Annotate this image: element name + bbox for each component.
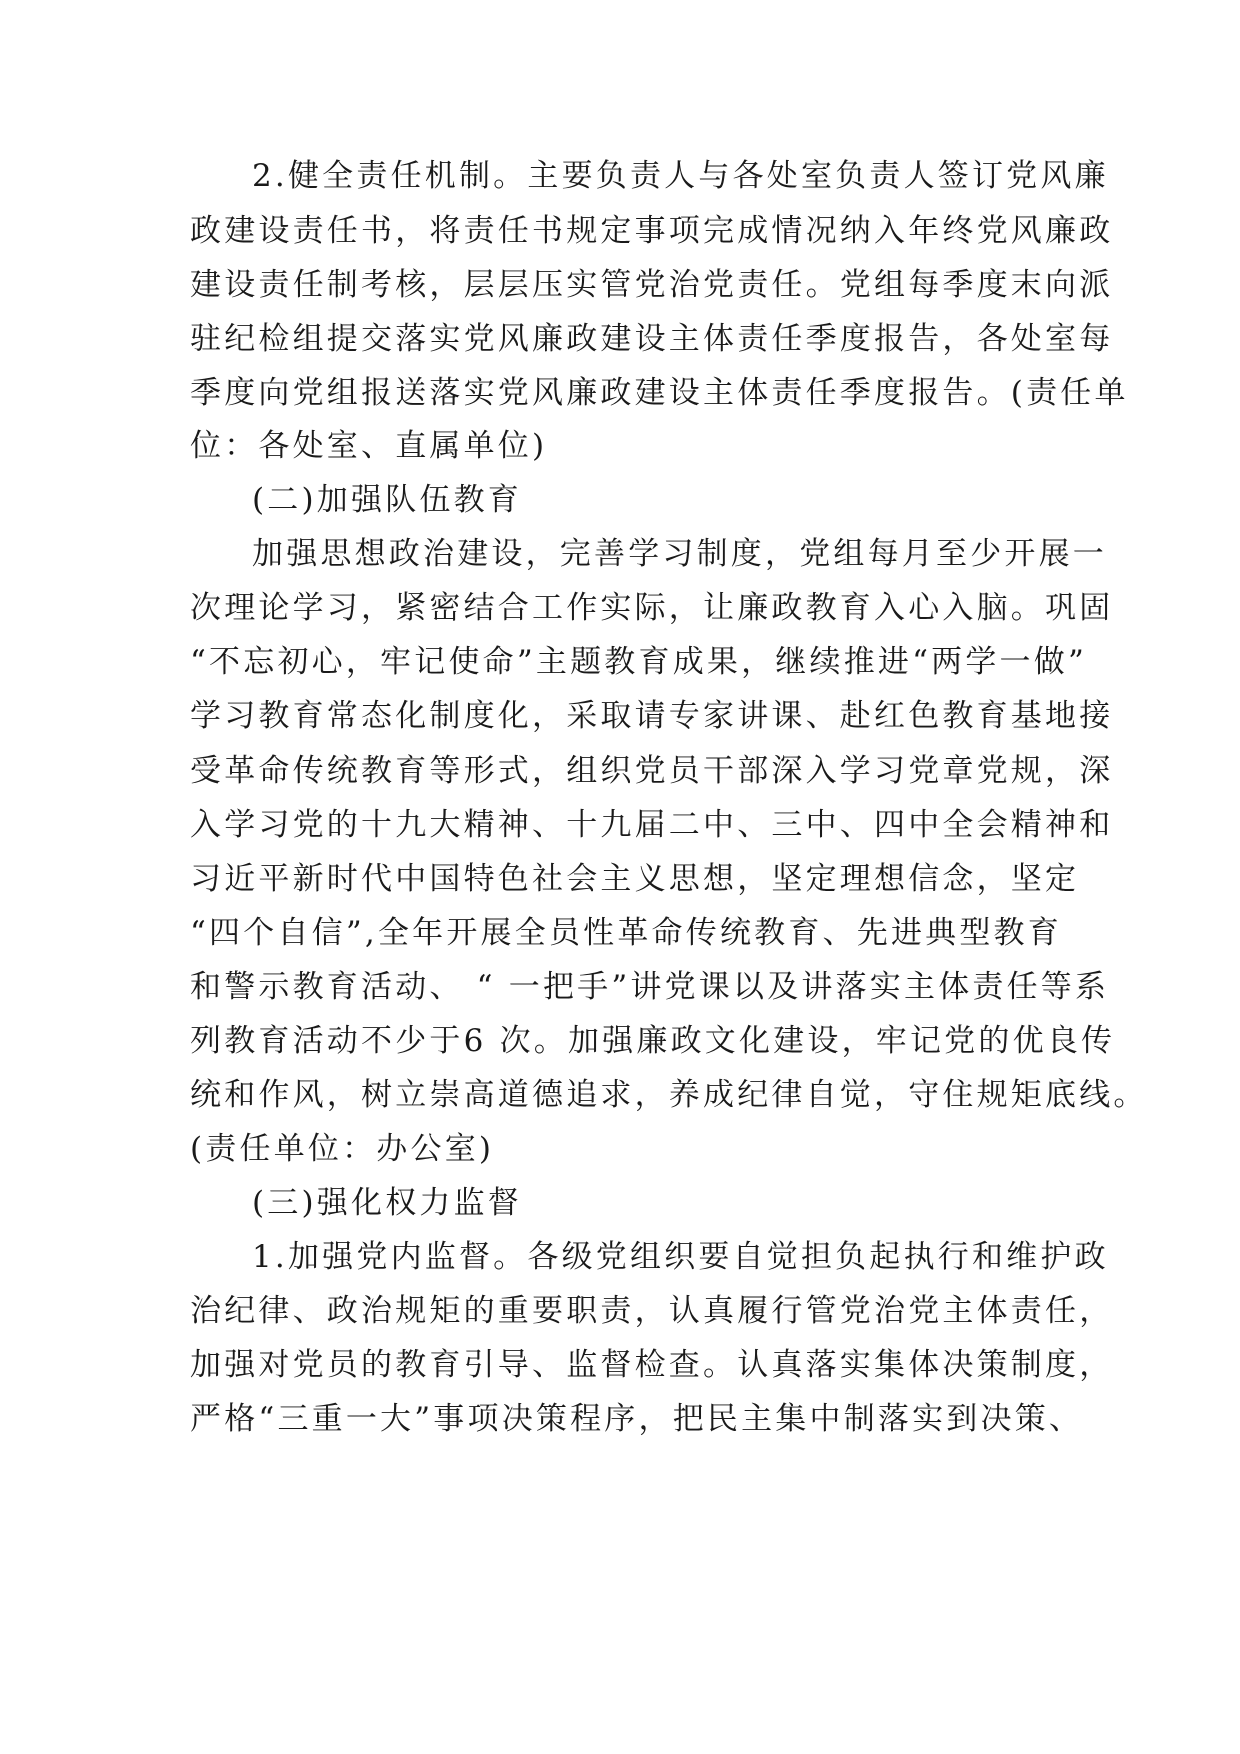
body-line: 加强思想政治建设，完善学习制度，党组每月至少开展一 <box>252 536 1107 572</box>
body-line: 习近平新时代中国特色社会主义思想，坚定理想信念，坚定 <box>190 861 1080 897</box>
section-heading: (三)强化权力监督 <box>252 1185 522 1221</box>
body-line: 次理论学习，紧密结合工作实际，让廉政教育入心入脑。巩固 <box>190 590 1114 626</box>
body-line: 统和作风，树立崇高道德追求，养成纪律自觉，守住规矩底线。 <box>190 1077 1148 1113</box>
body-line: “不忘初心，牢记使命”主题教育成果，继续推进“两学一做” <box>190 644 1087 680</box>
body-line: 和警示教育活动、 “ 一把手”讲党课以及讲落实主体责任等系 <box>190 969 1110 1005</box>
body-line: 受革命传统教育等形式，组织党员干部深入学习党章党规，深 <box>190 753 1114 789</box>
body-line: (责任单位：办公室) <box>190 1131 495 1167</box>
body-line: 入学习党的十九大精神、十九届二中、三中、四中全会精神和 <box>190 807 1114 843</box>
body-line: 列教育活动不少于6 次。加强廉政文化建设，牢记党的优良传 <box>190 1023 1116 1059</box>
body-line: 驻纪检组提交落实党风廉政建设主体责任季度报告，各处室每 <box>190 321 1114 357</box>
body-line: 1.加强党内监督。各级党组织要自觉担负起执行和维护政 <box>252 1239 1109 1275</box>
body-line: 加强对党员的教育引导、监督检查。认真落实集体决策制度， <box>190 1347 1114 1383</box>
body-line: “四个自信”,全年开展全员性革命传统教育、先进典型教育 <box>190 915 1062 951</box>
body-line: 位：各处室、直属单位) <box>190 428 548 464</box>
body-line: 政建设责任书，将责任书规定事项完成情况纳入年终党风廉政 <box>190 213 1114 249</box>
body-line: 学习教育常态化制度化，采取请专家讲课、赴红色教育基地接 <box>190 698 1114 734</box>
body-line: 治纪律、政治规矩的重要职责，认真履行管党治党主体责任， <box>190 1293 1114 1329</box>
body-line: 严格“三重一大”事项决策程序，把民主集中制落实到决策、 <box>190 1401 1084 1437</box>
body-line: 2.健全责任机制。主要负责人与各处室负责人签订党风廉 <box>252 158 1109 194</box>
body-line: 季度向党组报送落实党风廉政建设主体责任季度报告。(责任单 <box>190 375 1129 411</box>
body-line: 建设责任制考核，层层压实管党治党责任。党组每季度末向派 <box>190 267 1114 303</box>
section-heading: (二)加强队伍教育 <box>252 482 522 518</box>
